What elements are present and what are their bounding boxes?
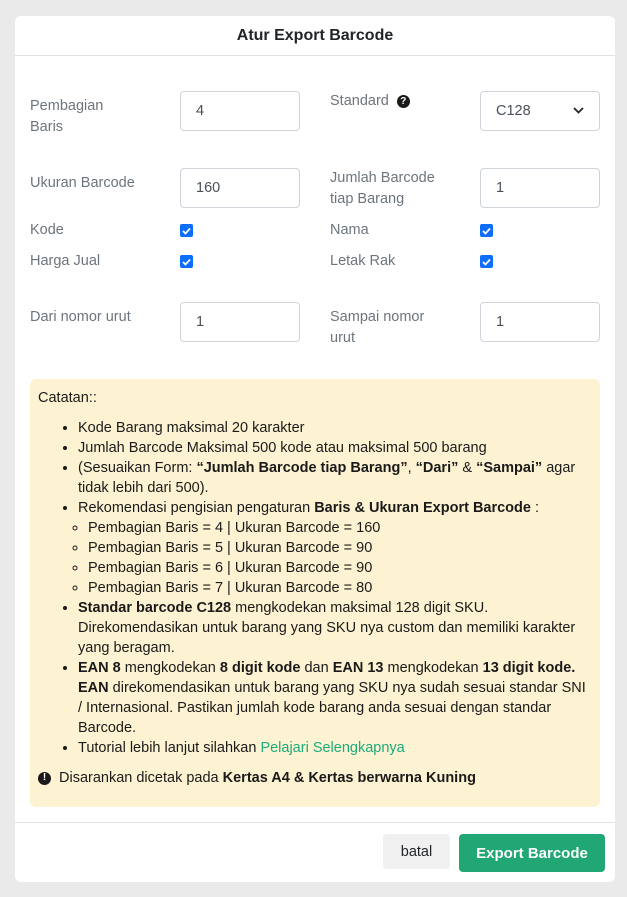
modal-title: Atur Export Barcode <box>15 16 615 56</box>
sampai-label-line1: Sampai nomor <box>330 309 425 325</box>
note-item-4-prefix: Rekomendasi pengisian pengaturan <box>78 500 315 516</box>
export-barcode-modal <box>15 16 615 882</box>
sampai-label <box>330 307 424 349</box>
note-item-3-sep-1: , <box>407 460 416 476</box>
pembagian-baris-label-line1: Pembagian <box>30 98 104 114</box>
jumlah-barcode-label-line1: Jumlah Barcode <box>330 170 435 186</box>
sampai-label-line2: urut <box>330 330 355 346</box>
note-item-3-bold-3: “Sampai” <box>476 460 543 476</box>
standard-select[interactable] <box>480 91 600 131</box>
standard-label <box>330 91 410 112</box>
note-sub-item: ◦ Pembagian Baris = 6 | Ukuran Barcode = 90 <box>88 558 592 578</box>
ukuran-barcode-input[interactable] <box>180 168 300 208</box>
pembagian-baris-label-line2: Baris <box>30 119 64 135</box>
notes-box <box>30 379 600 807</box>
kode-checkbox[interactable] <box>180 224 193 237</box>
note-item-2: • Jumlah Barcode Maksimal 500 kode atau maksimal 500 barang <box>78 438 592 458</box>
note-item-6-bold-3: EAN 13 <box>332 660 384 676</box>
letak-rak-checkbox[interactable] <box>480 255 493 268</box>
exclamation-circle-icon: ! <box>38 772 51 785</box>
note-sub-item: ◦ Pembagian Baris = 4 | Ukuran Barcode = 160 <box>88 518 592 538</box>
note-item-5-bold: Standar barcode C128 <box>78 600 232 616</box>
note-item-4-sublist <box>78 518 592 598</box>
note-sub-item: ◦ Pembagian Baris = 5 | Ukuran Barcode = 90 <box>88 538 592 558</box>
export-barcode-button[interactable]: Export Barcode <box>459 834 605 872</box>
note-item-6-bold-2: 8 digit kode <box>219 660 301 676</box>
footer-divider <box>15 822 615 823</box>
note-item-5-text: mengkodekan maksimal 128 digit SKU. Direkomendasikan untuk barang yang SKU nya custom dan memiliki karakter yang beragam. <box>78 600 576 656</box>
note-item-6-text-4: direkomendasikan untuk barang yang SKU nya sudah sesuai standar SNI / Internasional. Pastikan jumlah kode barang anda sesuai dengan standar Barcode. <box>78 680 586 736</box>
warning-text <box>59 768 476 788</box>
jumlah-barcode-input[interactable] <box>480 168 600 208</box>
warning-text-bold: Kertas A4 & Kertas berwarna Kuning <box>222 770 476 786</box>
letak-rak-label: Letak Rak <box>330 253 396 269</box>
note-item-6 <box>78 658 592 738</box>
note-item-3-sep-2: & <box>458 460 477 476</box>
note-item-7 <box>78 738 592 758</box>
note-sub-item: ◦ Pembagian Baris = 7 | Ukuran Barcode = 80 <box>88 578 592 598</box>
note-item-6-text-1: mengkodekan <box>120 660 220 676</box>
note-item-6-text-2: dan <box>300 660 333 676</box>
ukuran-barcode-label: Ukuran Barcode <box>30 175 135 191</box>
chevron-down-icon <box>573 105 584 117</box>
note-item-3-bold-2: “Dari” <box>415 460 459 476</box>
standard-select-value: C128 <box>496 103 531 119</box>
pembagian-baris-input[interactable] <box>180 91 300 131</box>
pembagian-baris-label <box>30 96 103 138</box>
note-item-4-suffix: : <box>530 500 540 516</box>
learn-more-link[interactable]: Pelajari Selengkapnya <box>260 740 405 756</box>
dari-input[interactable] <box>180 302 300 342</box>
note-item-6-bold-4: 13 digit kode. EAN <box>78 660 576 696</box>
note-item-3-suffix: agar tidak lebih dari 500). <box>78 460 576 496</box>
question-circle-icon[interactable]: ? <box>397 95 410 108</box>
note-item-6-bold-1: EAN 8 <box>78 660 121 676</box>
warning-line <box>38 768 592 788</box>
note-item-1: • Kode Barang maksimal 20 karakter <box>78 418 592 438</box>
nama-checkbox[interactable] <box>480 224 493 237</box>
note-item-6-text-3: mengkodekan <box>383 660 483 676</box>
note-item-3 <box>78 458 592 498</box>
nama-label: Nama <box>330 222 369 238</box>
cancel-button[interactable]: batal <box>383 834 450 869</box>
note-item-4-bold: Baris & Ukuran Export Barcode <box>314 500 531 516</box>
warning-text-plain: Disarankan dicetak pada <box>59 770 223 786</box>
note-item-7-text: Tutorial lebih lanjut silahkan <box>78 740 261 756</box>
harga-jual-label: Harga Jual <box>30 253 101 269</box>
standard-label-text: Standard <box>330 93 389 109</box>
notes-list <box>38 418 592 758</box>
note-item-3-bold-1: “Jumlah Barcode tiap Barang” <box>196 460 408 476</box>
kode-label: Kode <box>30 222 64 238</box>
note-item-5 <box>78 598 592 658</box>
notes-title: Catatan:: <box>38 390 97 406</box>
jumlah-barcode-label-line2: tiap Barang <box>330 191 405 207</box>
sampai-input[interactable] <box>480 302 600 342</box>
harga-jual-checkbox[interactable] <box>180 255 193 268</box>
note-item-3-prefix: (Sesuaikan Form: <box>78 460 197 476</box>
dari-label: Dari nomor urut <box>30 309 131 325</box>
note-item-4 <box>78 498 592 598</box>
jumlah-barcode-label <box>330 168 435 210</box>
